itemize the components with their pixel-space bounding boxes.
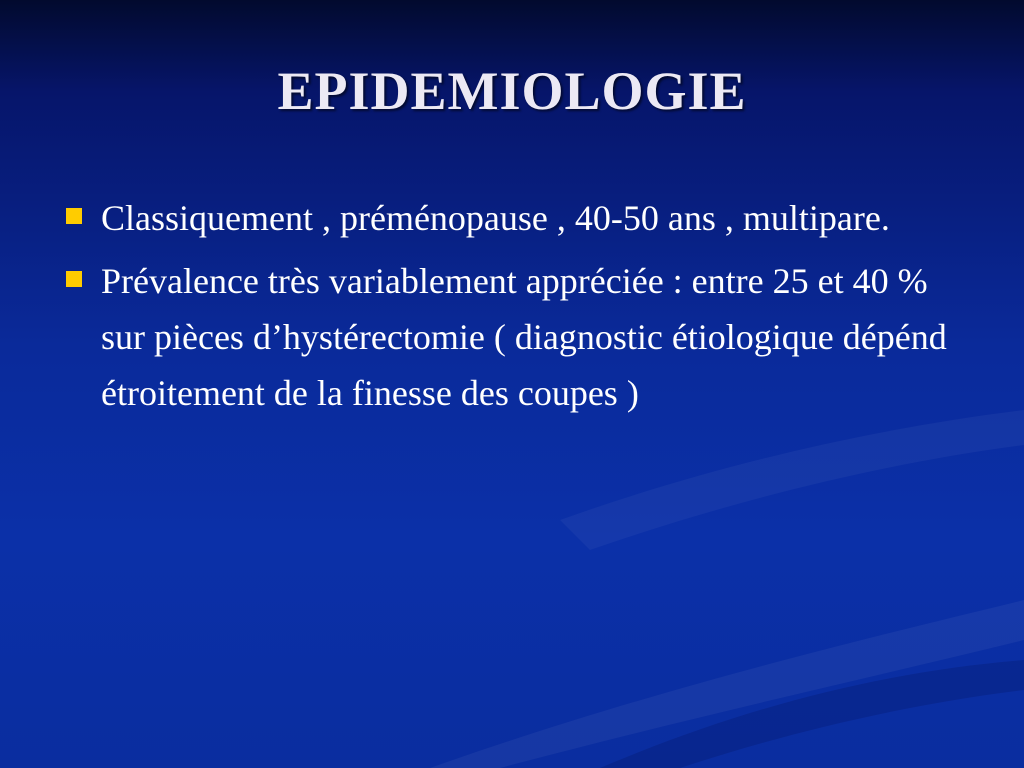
square-bullet-icon [66, 271, 82, 287]
bullet-list [60, 190, 975, 428]
bullet-item [60, 190, 975, 246]
bullet-text: Classiquement , préménopause , 40-50 ans , multipare. [101, 198, 890, 238]
bullet-text: Prévalence très variablement appréciée : entre 25 et 40 % sur pièces d’hystérectomie ( diagnostic étiologique dépénd étroitement de la finesse des coupes ) [101, 261, 947, 413]
bullet-item [60, 253, 975, 421]
slide-title: EPIDEMIOLOGIE [277, 61, 747, 121]
square-bullet-icon [66, 208, 82, 224]
